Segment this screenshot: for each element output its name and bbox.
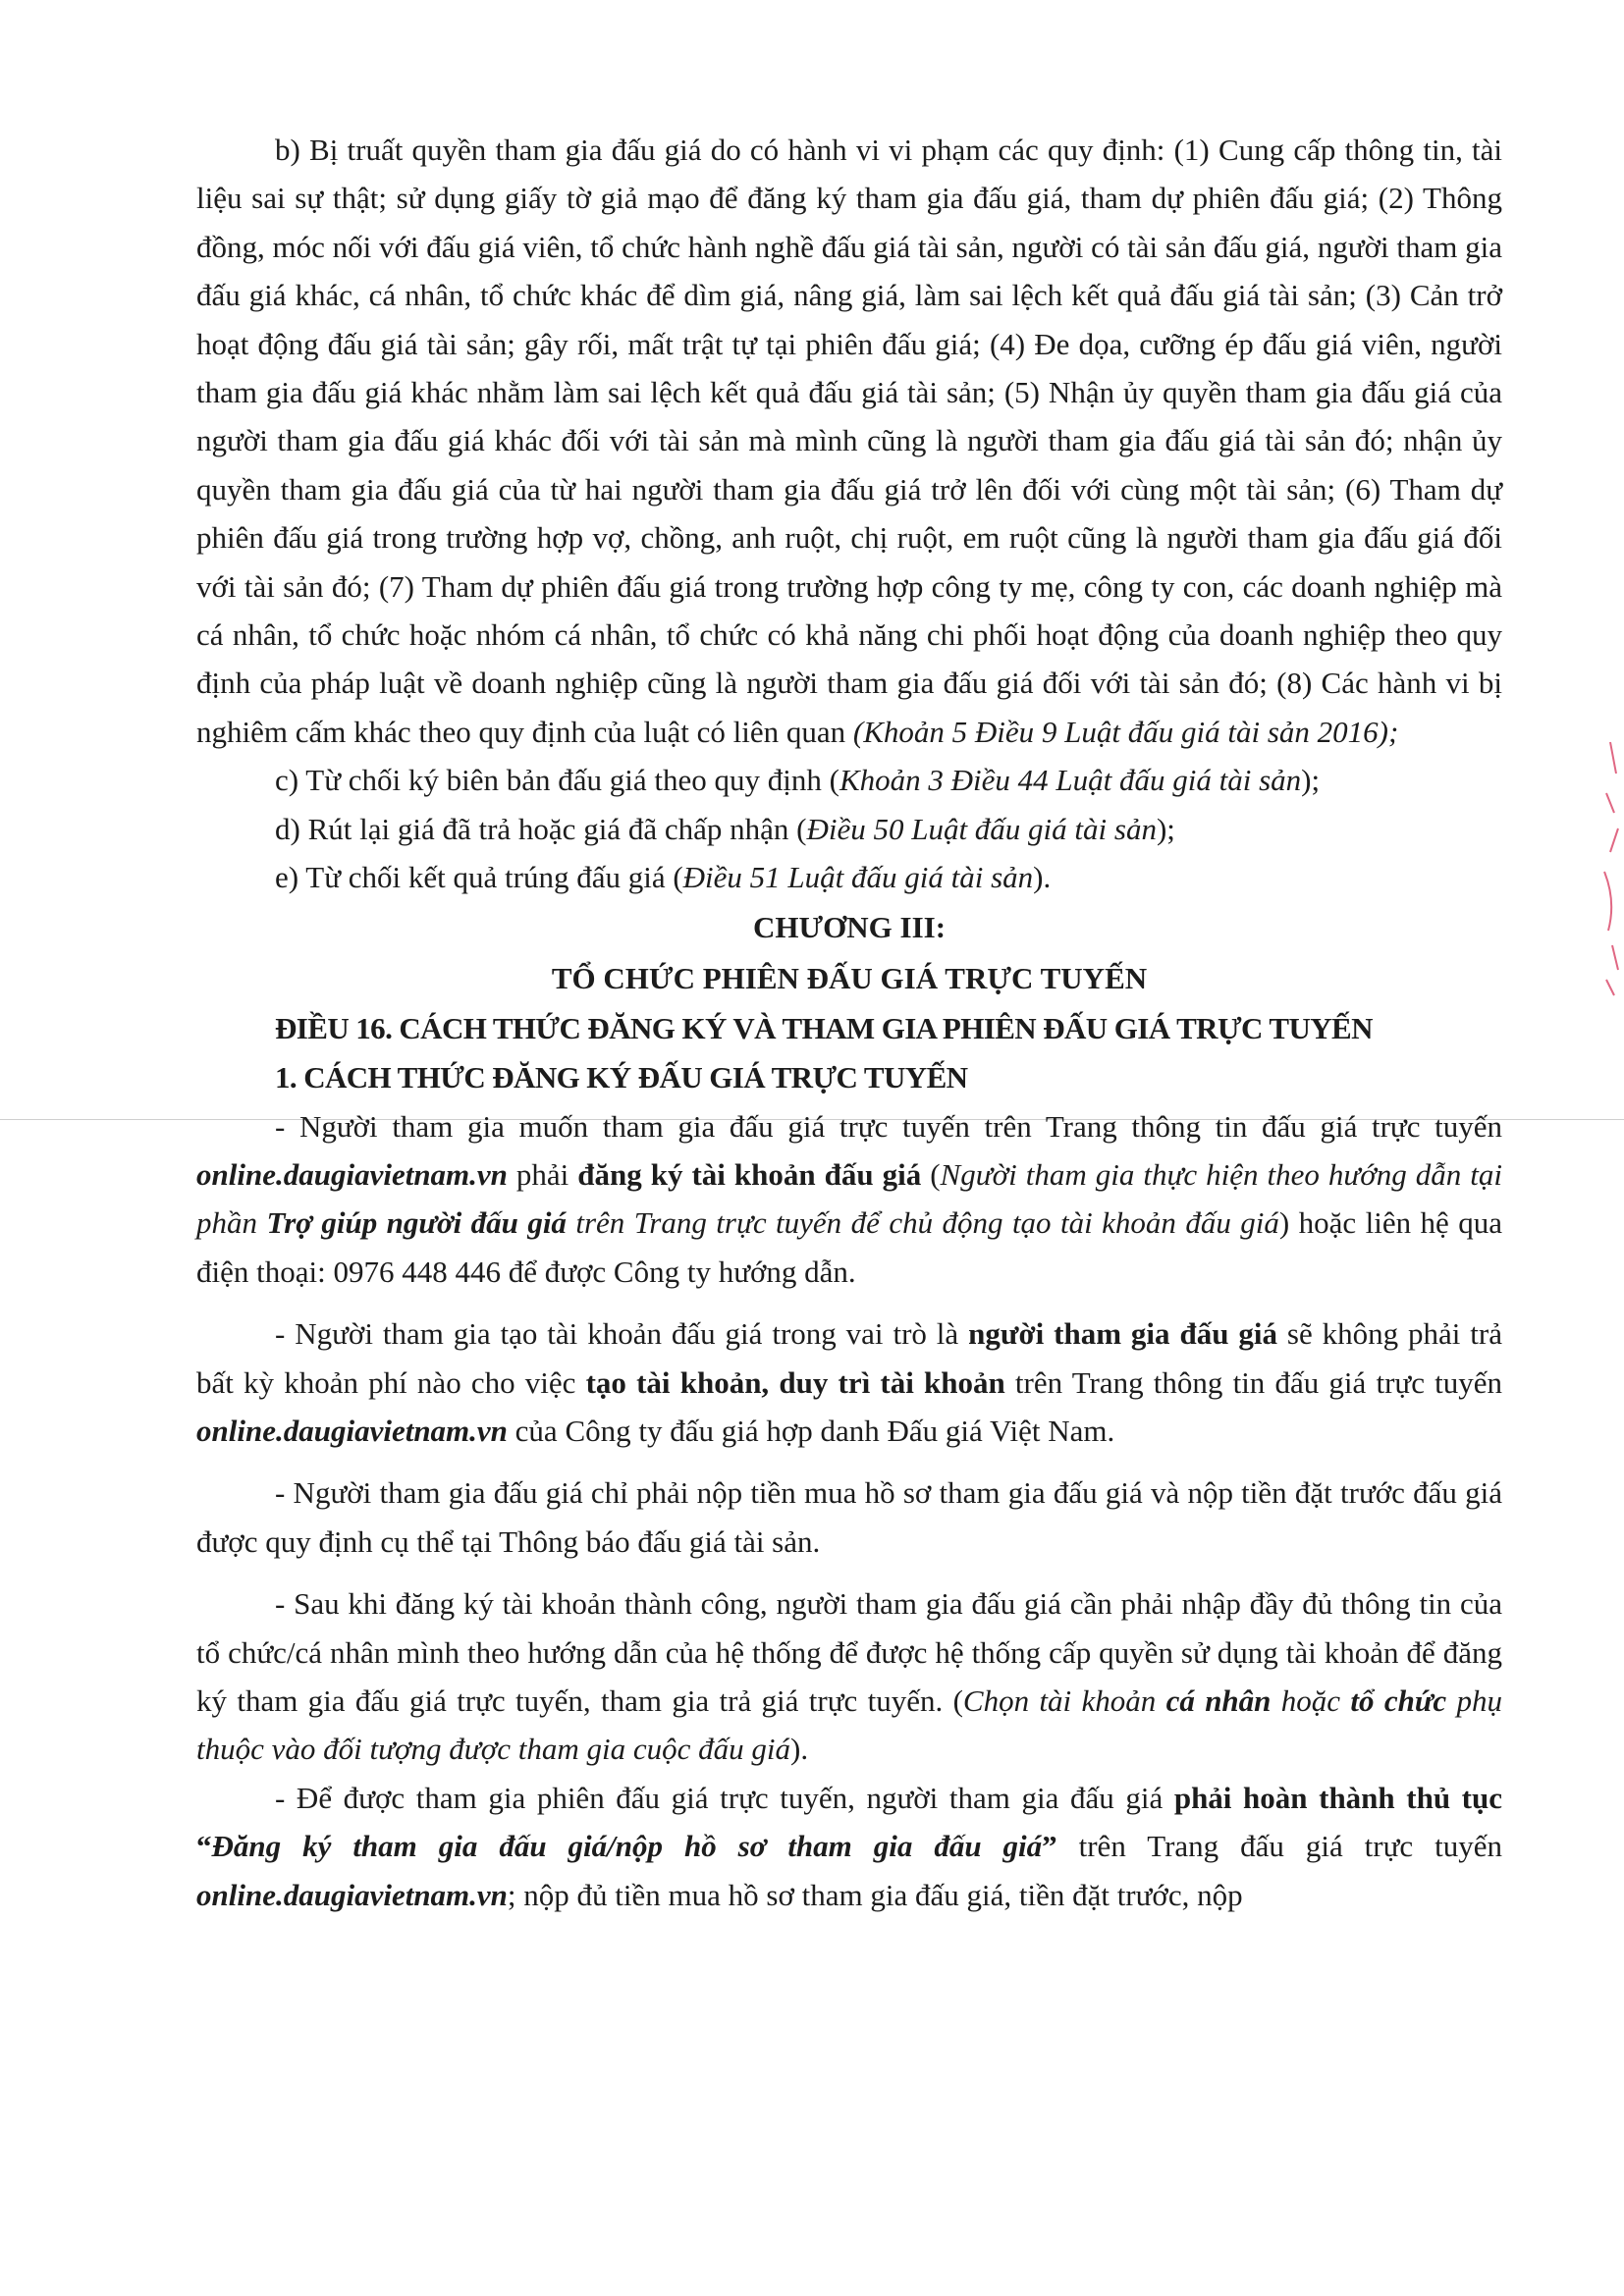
paragraph bbox=[196, 126, 1502, 756]
text-run: trên Trang đấu giá trực tuyến bbox=[1056, 1829, 1503, 1864]
text-run: Chọn tài khoản bbox=[962, 1682, 1166, 1718]
text-run: tạo tài khoản, duy trì tài khoản bbox=[585, 1364, 1005, 1400]
text-run: ). bbox=[1033, 860, 1052, 895]
text-run: phụ thuộc vào đối tượng được tham gia cuộc đấu giá bbox=[196, 1682, 1503, 1767]
text-run: ). bbox=[790, 1732, 809, 1767]
text-run: Trợ giúp người đấu giá bbox=[266, 1205, 567, 1241]
text-run: ” bbox=[1042, 1829, 1057, 1864]
text-run: trên Trang trực tuyến để chủ động tạo tài khoản đấu giá bbox=[566, 1205, 1279, 1241]
text-run: ); bbox=[1156, 811, 1175, 846]
text-run: tổ chức bbox=[1350, 1682, 1447, 1718]
text-run: Điều 50 Luật đấu giá tài sản bbox=[806, 811, 1157, 846]
paragraph bbox=[196, 1102, 1502, 1297]
text-run: c) Từ chối ký biên bản đấu giá theo quy định ( bbox=[275, 763, 839, 798]
text-run: người tham gia đấu giá bbox=[968, 1316, 1277, 1352]
paragraph bbox=[196, 1579, 1502, 1774]
text-run: ; nộp đủ tiền mua hồ sơ tham gia đấu giá, tiền đặt trước, nộp bbox=[507, 1877, 1243, 1912]
text-run: e) Từ chối kết quả trúng đấu giá ( bbox=[275, 860, 683, 895]
section-heading: ĐIỀU 16. CÁCH THỨC ĐĂNG KÝ VÀ THAM GIA PHIÊN ĐẤU GIÁ TRỰC TUYẾN bbox=[275, 1010, 1373, 1045]
paragraph bbox=[196, 853, 1502, 901]
text-run: - Sau khi đăng ký tài khoản thành công, người tham gia đấu giá cần phải nhập đầy đủ thông tin của tổ chức/cá nhân mình theo hướng dẫn của hệ thống để được hệ thống cấp quyền sử dụng tài khoản để đăng ký tham gia đấu giá trực tuyến, tham gia trả giá trực tuyến. ( bbox=[196, 1586, 1502, 1718]
text-run: Đăng ký tham gia đấu giá/nộp hồ sơ tham gia đấu giá bbox=[211, 1829, 1043, 1864]
text-run: ); bbox=[1301, 763, 1321, 798]
text-run: ) hoặc liên hệ qua điện thoại: 0976 448 446 để được Công ty hướng dẫn. bbox=[196, 1205, 1502, 1289]
paragraph bbox=[196, 1309, 1502, 1455]
text-run: trên Trang thông tin đấu giá trực tuyến bbox=[1004, 1364, 1502, 1400]
text-run: Điều 51 Luật đấu giá tài sản bbox=[682, 860, 1034, 895]
text-run: online.daugiavietnam.vn bbox=[196, 1877, 508, 1912]
text-run: phải hoàn thành thủ tục “ bbox=[196, 1780, 1503, 1864]
chapter-heading: CHƯƠNG III: bbox=[752, 909, 947, 944]
text-run: Người tham gia thực hiện theo hướng dẫn tại phần bbox=[196, 1156, 1502, 1241]
text-run: ( bbox=[921, 1156, 941, 1192]
text-run: b) Bị truất quyền tham gia đấu giá do có hành vi vi phạm các quy định: (1) Cung cấp thông tin, tài liệu sai sự thật; sử dụng giấy tờ giả mạo để đăng ký tham gia đấu giá, tham dự phiên đấu giá; (2) Thông đồng, móc nối với đấu giá viên, tổ chức hành nghề đấu giá tài sản, người có tài sản đấu giá, người tham gia đấu giá khác, cá nhân, tổ chức khác để dìm giá, nâng giá, làm sai lệch kết quả đấu giá tài sản; (3) Cản trở hoạt động đấu giá tài sản; gây rối, mất trật tự tại phiên đấu giá; (4) Đe dọa, cưỡng ép đấu giá viên, người tham gia đấu giá khác nhằm làm sai lệch kết quả đấu giá tài sản; (5) Nhận ủy quyền tham gia đấu giá của người tham gia đấu giá khác đối với tài sản mà mình cũng là người tham gia đấu giá tài sản đó; nhận ủy quyền tham gia đấu giá của từ hai người tham gia đấu giá trở lên đối với cùng một tài sản; (6) Tham dự phiên đấu giá trong trường hợp vợ, chồng, anh ruột, chị ruột, em ruột cũng là người tham gia đấu giá đối với tài sản đó; (7) Tham dự phiên đấu giá trong trường hợp công ty mẹ, công ty con, các doanh nghiệp mà cá nhân, tổ chức hoặc nhóm cá nhân, tổ chức có khả năng chi phối hoạt động của doanh nghiệp theo quy định của pháp luật về doanh nghiệp cũng là người tham gia đấu giá đối với tài sản đó; (8) Các hành vi bị nghiêm cấm khác theo quy định của luật có liên quan bbox=[196, 133, 1502, 749]
text-run: cá nhân bbox=[1165, 1682, 1272, 1718]
text-run: - Để được tham gia phiên đấu giá trực tuyến, người tham gia đấu giá bbox=[275, 1780, 1174, 1815]
chapter-heading: TỔ CHỨC PHIÊN ĐẤU GIÁ TRỰC TUYẾN bbox=[551, 960, 1148, 995]
text-run: sẽ không phải trả bất kỳ khoản phí nào cho việc bbox=[196, 1316, 1503, 1400]
text-run: đăng ký tài khoản đấu giá bbox=[577, 1156, 922, 1192]
paragraph bbox=[196, 1468, 1502, 1566]
section-heading: 1. CÁCH THỨC ĐĂNG KÝ ĐẤU GIÁ TRỰC TUYẾN bbox=[275, 1059, 968, 1095]
text-run: d) Rút lại giá đã trả hoặc giá đã chấp nhận ( bbox=[275, 811, 807, 846]
text-run: hoặc bbox=[1271, 1682, 1351, 1718]
text-run: Khoản 3 Điều 44 Luật đấu giá tài sản bbox=[839, 763, 1302, 798]
text-run: - Người tham gia đấu giá chỉ phải nộp tiền mua hồ sơ tham gia đấu giá và nộp tiền đặt trước đấu giá được quy định cụ thể tại Thông báo đấu giá tài sản. bbox=[196, 1475, 1502, 1559]
text-run: - Người tham gia tạo tài khoản đấu giá trong vai trò là bbox=[275, 1316, 969, 1352]
paragraph bbox=[196, 756, 1502, 804]
text-run: - Người tham gia muốn tham gia đấu giá trực tuyến trên Trang thông tin đấu giá trực tuyến bbox=[275, 1108, 1502, 1144]
paragraph bbox=[196, 1774, 1502, 1919]
text-run: online.daugiavietnam.vn bbox=[196, 1413, 508, 1448]
paragraph bbox=[196, 805, 1502, 853]
text-run: phải bbox=[507, 1156, 578, 1192]
stamp-edge-mark bbox=[1598, 734, 1624, 999]
document-page bbox=[196, 126, 1502, 1919]
text-run: (Khoản 5 Điều 9 Luật đấu giá tài sản 2016); bbox=[852, 714, 1399, 749]
text-run: của Công ty đấu giá hợp danh Đấu giá Việt Nam. bbox=[507, 1413, 1115, 1448]
text-run: online.daugiavietnam.vn bbox=[196, 1156, 508, 1192]
